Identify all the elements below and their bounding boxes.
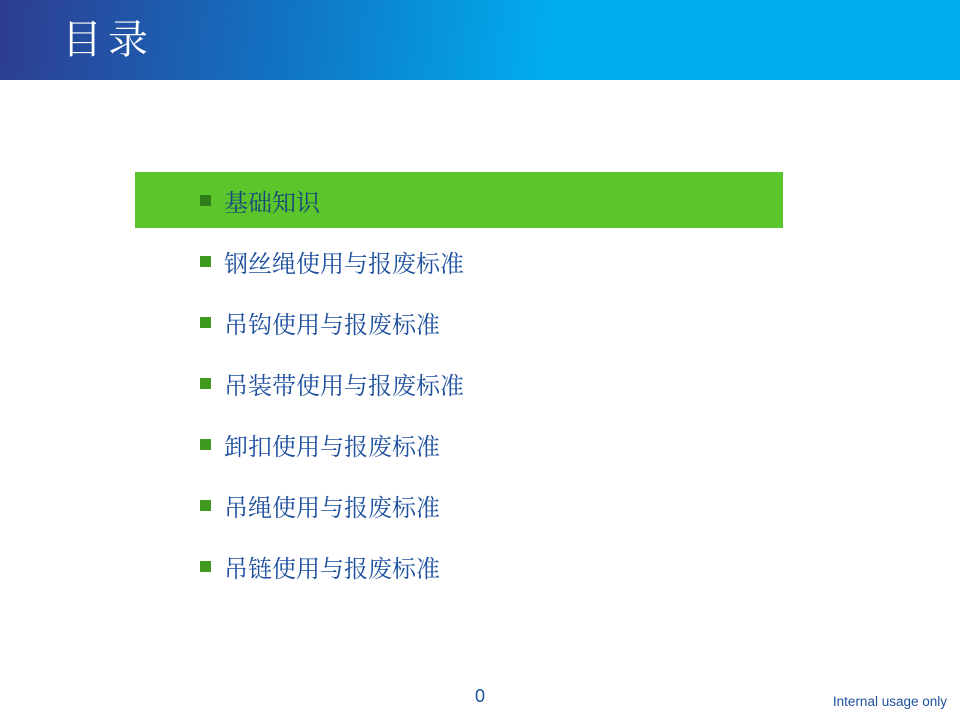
footer-note: Internal usage only: [832, 694, 947, 709]
toc-item: [135, 416, 783, 472]
page-number: 0: [474, 686, 485, 706]
bullet-square-icon: [200, 195, 211, 206]
slide-header: [0, 0, 960, 80]
toc-item: [135, 355, 783, 411]
bullet-square-icon: [200, 500, 211, 511]
bullet-square-icon: [200, 317, 211, 328]
toc-item: [135, 477, 783, 533]
toc-item: [135, 233, 783, 289]
toc-item-label: 吊钩使用与报废标准: [224, 311, 440, 339]
toc-list: [135, 172, 783, 599]
page-title: 目录: [62, 18, 154, 62]
toc-item: [135, 172, 783, 228]
bullet-square-icon: [200, 378, 211, 389]
bullet-square-icon: [200, 439, 211, 450]
toc-item: [135, 294, 783, 350]
bullet-square-icon: [200, 561, 211, 572]
toc-item-label: 基础知识: [224, 189, 320, 217]
bullet-square-icon: [200, 256, 211, 267]
toc-item-label: 钢丝绳使用与报废标准: [224, 250, 464, 278]
toc-item-label: 吊装带使用与报废标准: [224, 372, 464, 400]
toc-item-label: 卸扣使用与报废标准: [224, 433, 440, 461]
toc-item: [135, 538, 783, 594]
toc-item-label: 吊绳使用与报废标准: [224, 494, 440, 522]
toc-item-label: 吊链使用与报废标准: [224, 555, 440, 583]
